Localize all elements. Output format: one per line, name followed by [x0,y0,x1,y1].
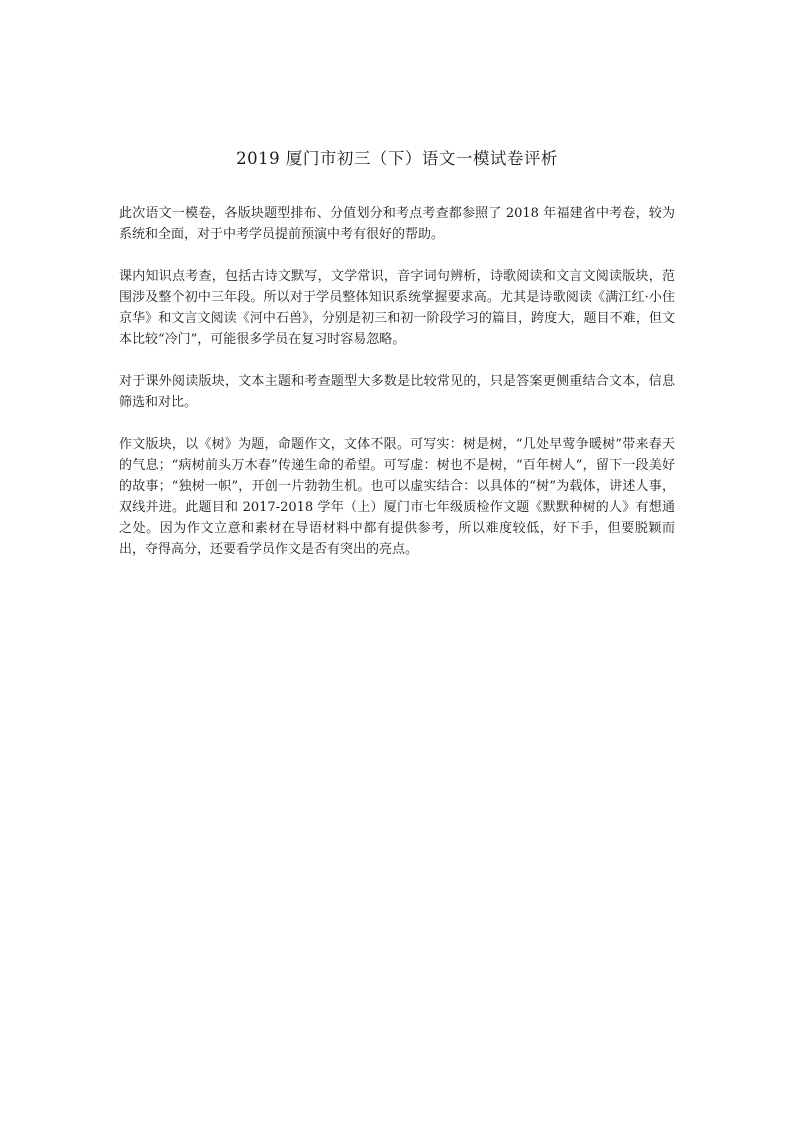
document-title: 2019 厦门市初三（下）语文一模试卷评析 [236,149,558,168]
document-body [119,203,675,581]
paragraph-composition: 作文版块，以《树》为题，命题作文，文体不限。可写实：树是树，“几处早莺争暖树”带来春天的气息；“病树前头万木春”传递生命的希望。可写虚：树也不是树，“百年树人”，留下一段美好的故事；“独树一帜”，开创一片勃勃生机。也可以虚实结合：以具体的“树”为载体，讲述人事，双线并进。此题目和 2017-2018 学年（上）厦门市七年级质检作文题《默默种树的人》有想通之处。因为作文立意和素材在导语材料中都有提供参考，所以难度较低，好下手，但要脱颖而出，夺得高分，还要看学员作文是否有突出的亮点。 [119,437,675,557]
paragraph-extracurricular-reading: 对于课外阅读版块，文本主题和考查题型大多数是比较常见的，只是答案更侧重结合文本，信息筛选和对比。 [119,374,675,410]
paragraph-in-class-knowledge: 课内知识点考查，包括古诗文默写，文学常识，音字词句辨析，诗歌阅读和文言文阅读版块，范围涉及整个初中三年段。所以对于学员整体知识系统掌握要求高。尤其是诗歌阅读《满江红·小住京华》和文言文阅读《河中石兽》，分别是初三和初一阶段学习的篇目，跨度大，题目不难，但文本比较“冷门”，可能很多学员在复习时容易忽略。 [119,269,675,347]
paragraph-overview: 此次语文一模卷，各版块题型排布、分值划分和考点考查都参照了 2018 年福建省中考卷，较为系统和全面，对于中考学员提前预演中考有很好的帮助。 [119,206,675,242]
